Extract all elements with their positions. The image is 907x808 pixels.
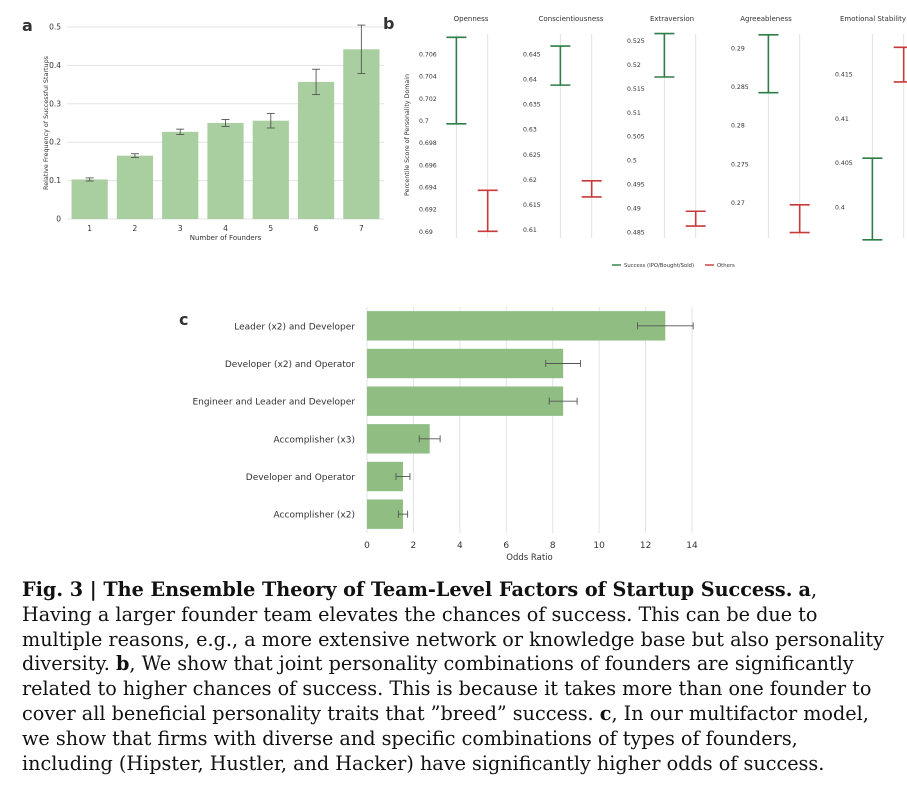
y-tick-label: Developer (x2) and Operator — [224, 360, 355, 370]
x-tick-label: 8 — [549, 541, 556, 551]
y-tick-label: 0.525 — [627, 38, 645, 46]
y-tick-label: 0.41 — [835, 115, 849, 123]
bar — [162, 132, 198, 219]
y-axis-label: Percentile Score of Personality Domain — [404, 74, 411, 196]
caption-a-text: , Having a larger founder team elevates the chances of success. This can be due to multiple reasons, e.g., a more extensive network or knowledge base but also personality diversity. — [22, 578, 884, 676]
y-tick-label: 0.275 — [731, 161, 749, 169]
y-tick-label: Leader (x2) and Developer — [234, 322, 355, 333]
panel-a-label: a — [22, 16, 33, 35]
y-tick-label: 0.28 — [731, 122, 745, 130]
x-tick-label: 12 — [639, 541, 652, 551]
y-tick-label: 0.1 — [49, 176, 61, 186]
x-tick-label: 2 — [410, 541, 417, 551]
y-tick-label: 0.485 — [627, 229, 645, 237]
caption-b-label: b — [115, 652, 130, 676]
panel-c-label: c — [179, 310, 189, 329]
y-tick-label: 0.415 — [835, 71, 853, 79]
bar — [343, 49, 379, 219]
y-tick-label: 0.61 — [523, 226, 537, 234]
y-tick-label: 0.515 — [627, 85, 645, 93]
x-tick-label: 10 — [593, 541, 605, 551]
y-tick-label: 0.495 — [627, 181, 645, 189]
y-tick-label: Engineer and Leader and Developer — [192, 397, 355, 408]
x-tick-label: 7 — [358, 224, 364, 233]
y-tick-label: 0.27 — [731, 199, 745, 207]
y-tick-label: Accomplisher (x3) — [273, 435, 355, 446]
bar — [117, 156, 153, 219]
y-tick-label: 0.69 — [419, 228, 433, 236]
y-tick-label: Developer and Operator — [245, 473, 355, 483]
y-tick-label: 0.63 — [523, 126, 537, 134]
y-tick-label: 0.64 — [523, 76, 537, 84]
figure-caption — [22, 578, 884, 776]
caption-lead: Fig. 3 | The Ensemble Theory of Team-Level Factors of Startup Success. — [22, 578, 793, 601]
y-tick-label: 0.4 — [835, 204, 845, 212]
y-tick-label: 0.29 — [731, 45, 745, 53]
y-tick-label: 0.706 — [419, 51, 437, 59]
y-tick-label: 0.7 — [419, 117, 429, 125]
subplot-title: Extraversion — [649, 15, 695, 23]
legend-success-label: Success (IPO/Bought/Sold) — [624, 263, 695, 269]
x-tick-label: 4 — [223, 224, 228, 233]
bar — [72, 179, 108, 219]
y-tick-label: 0.49 — [627, 205, 641, 213]
caption-b-text: , We show that joint personality combinations of founders are significantly related to higher chances of success. This is because it takes more than one founder to cover all beneficial personality traits that ”breed” success. — [22, 652, 872, 725]
y-tick-label: 0.52 — [627, 62, 641, 70]
bar — [367, 311, 665, 340]
x-tick-label: 6 — [503, 541, 510, 551]
y-tick-label: 0.51 — [627, 109, 641, 117]
subplot-title: Conscientiousness — [538, 15, 604, 23]
y-tick-label: 0.2 — [49, 137, 61, 147]
y-tick-label: 0.702 — [419, 95, 437, 103]
x-tick-label: 1 — [87, 224, 93, 233]
x-axis-label: Odds Ratio — [506, 553, 553, 563]
legend-others-label: Others — [717, 263, 735, 269]
bar — [207, 123, 243, 219]
bar — [367, 499, 403, 528]
x-tick-label: 14 — [686, 541, 698, 551]
y-tick-label: 0.4 — [49, 60, 61, 70]
subplot-title: Agreeableness — [740, 15, 792, 23]
bar — [367, 349, 563, 378]
y-tick-label: 0.704 — [419, 73, 437, 81]
x-tick-label: 3 — [177, 224, 183, 233]
panel-c — [179, 307, 698, 563]
y-tick-label: 0.698 — [419, 140, 437, 148]
bar — [367, 386, 563, 415]
bar — [298, 82, 334, 219]
y-tick-label: 0.505 — [627, 133, 645, 141]
y-tick-label: 0.5 — [627, 157, 637, 165]
y-tick-label: 0.694 — [419, 184, 437, 192]
subplot-title: Openness — [453, 15, 489, 23]
bar — [253, 121, 289, 219]
x-tick-label: 6 — [313, 224, 319, 233]
caption-c-label: c — [599, 701, 612, 725]
y-tick-label: 0.62 — [523, 176, 537, 184]
subplot-title: Emotional Stability — [839, 15, 907, 23]
caption-c-text: , In our multifactor model, we show that firms with diverse and specific combinations of types of founders, including (Hipster, Hustler, and Hacker) have significantly higher odds of success. — [22, 701, 869, 775]
y-tick-label: Accomplisher (x2) — [273, 510, 355, 521]
x-tick-label: 0 — [364, 541, 370, 551]
y-tick-label: 0.625 — [523, 151, 541, 159]
panel-b-label: b — [383, 14, 395, 33]
y-tick-label: 0.615 — [523, 201, 541, 209]
y-tick-label: 0.5 — [49, 22, 61, 32]
y-tick-label: 0.692 — [419, 206, 437, 214]
x-tick-label: 4 — [456, 541, 463, 551]
x-tick-label: 2 — [132, 224, 138, 233]
panel-a — [22, 16, 384, 242]
y-axis-label: Relative Frequency of Successful Startups — [42, 56, 50, 190]
panel-b — [383, 14, 907, 269]
y-tick-label: 0.3 — [49, 99, 61, 109]
y-tick-label: 0.285 — [731, 84, 749, 92]
y-tick-label: 0.645 — [523, 51, 541, 59]
y-tick-label: 0.696 — [419, 162, 437, 170]
caption-a-label: a — [798, 578, 811, 601]
y-tick-label: 0.405 — [835, 160, 853, 168]
x-tick-label: 5 — [268, 224, 274, 233]
y-tick-label: 0.635 — [523, 101, 541, 109]
x-axis-label: Number of Founders — [189, 234, 262, 242]
y-tick-label: 0 — [56, 214, 61, 224]
